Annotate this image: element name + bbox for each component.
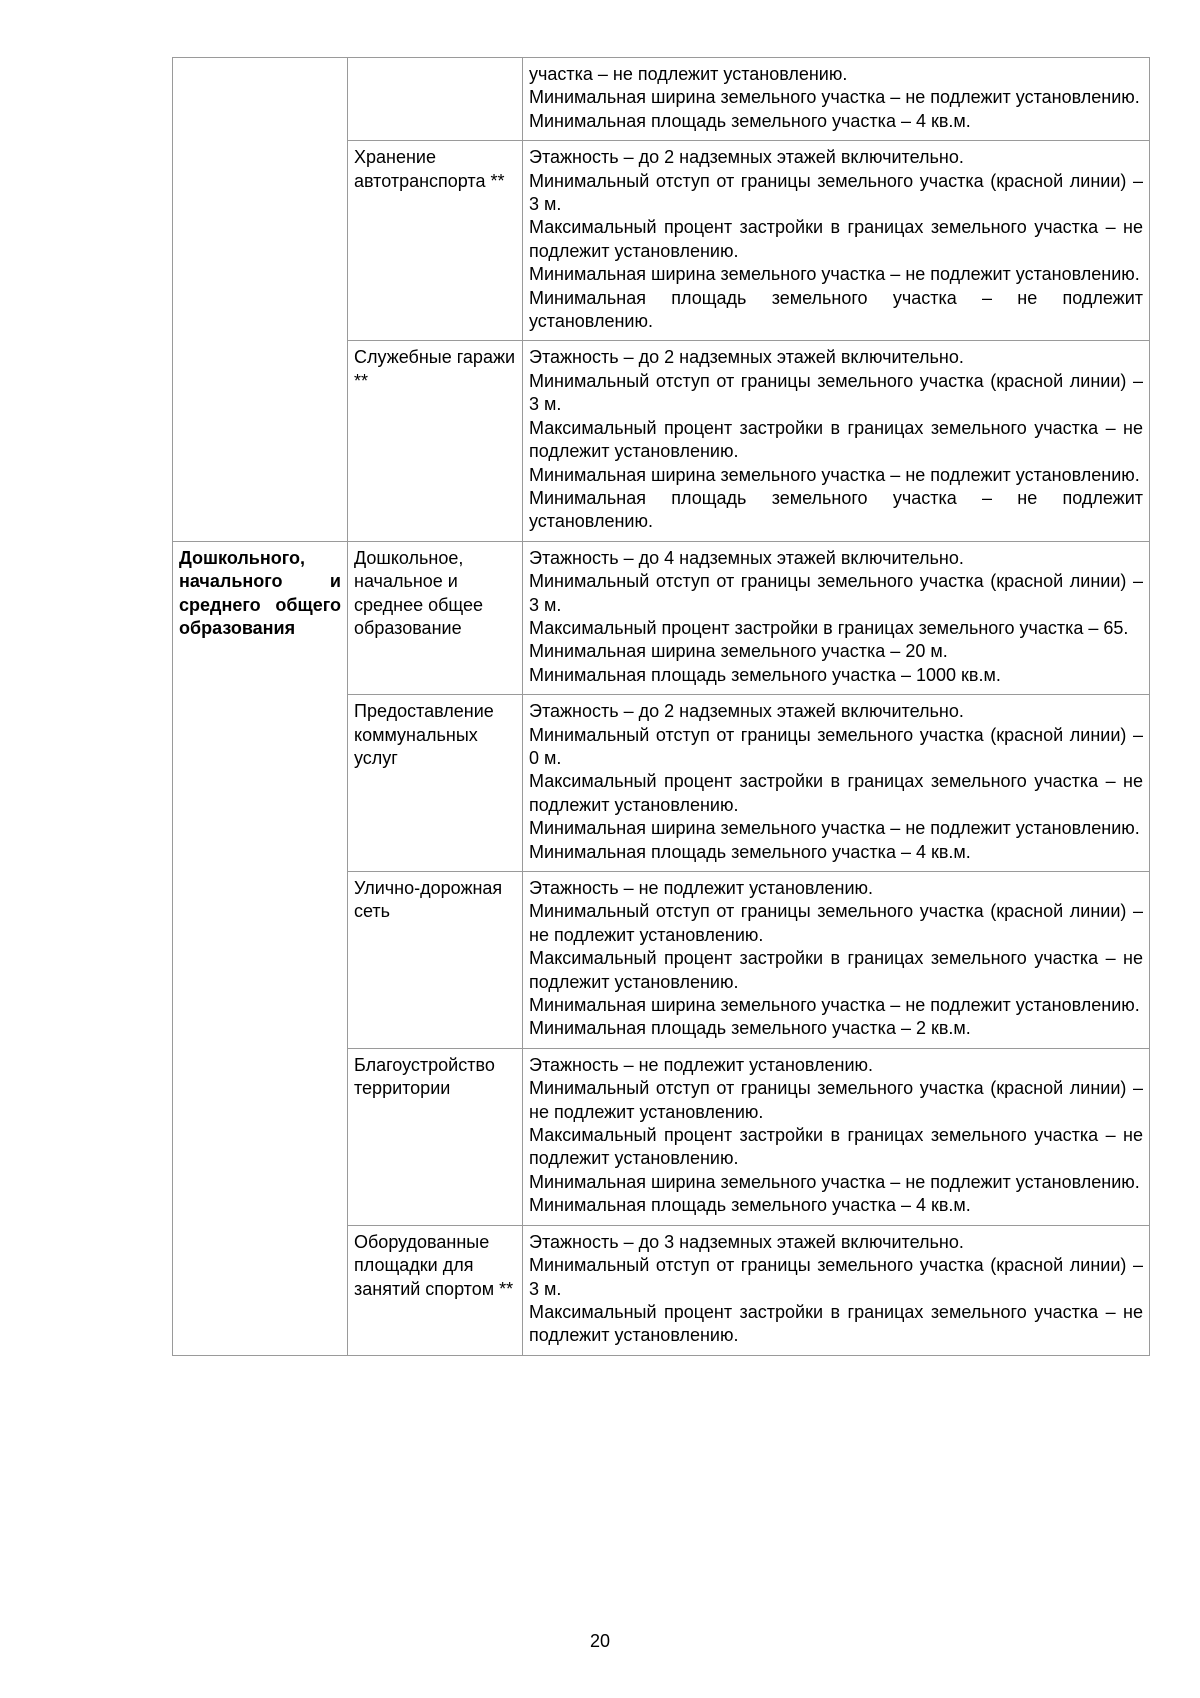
use-type-cell: Предоставление коммунальных услуг bbox=[348, 695, 523, 872]
rules-cell bbox=[523, 1225, 1150, 1355]
zoning-table bbox=[172, 57, 1150, 1356]
rule-line: Минимальная ширина земельного участка – не подлежит установлению. bbox=[529, 464, 1140, 485]
rule-line: Минимальный отступ от границы земельного участка (красной линии) – 3 м. bbox=[529, 1255, 1143, 1299]
rule-line: Минимальная ширина земельного участка – не подлежит установлению. bbox=[529, 995, 1140, 1016]
rule-line: Максимальный процент застройки в границах земельного участка – 65. bbox=[529, 617, 1129, 638]
rules-cell bbox=[523, 58, 1150, 141]
rules-cell bbox=[523, 541, 1150, 694]
rules-cell bbox=[523, 141, 1150, 341]
rule-line: Этажность – не подлежит установлению. bbox=[529, 1054, 874, 1075]
use-type-cell: Хранение автотранспорта ** bbox=[348, 141, 523, 341]
rule-line: участка – не подлежит установлению. bbox=[529, 64, 848, 84]
rule-line: Минимальная площадь земельного участка – не подлежит установлению. bbox=[529, 287, 1143, 332]
rule-line: Минимальная площадь земельного участка – не подлежит установлению. bbox=[529, 487, 1143, 532]
use-type-cell: Дошкольное, начальное и среднее общее образование bbox=[348, 541, 523, 694]
rule-line: Минимальная площадь земельного участка – 4 кв.м. bbox=[529, 1195, 971, 1216]
rule-line: Максимальный процент застройки в границах земельного участка – не подлежит установлению. bbox=[529, 948, 1143, 992]
rule-line: Минимальная площадь земельного участка – 4 кв.м. bbox=[529, 841, 971, 862]
rule-line: Минимальный отступ от границы земельного участка (красной линии) – не подлежит установлению. bbox=[529, 1078, 1143, 1122]
rules-cell bbox=[523, 1048, 1150, 1225]
rule-line: Максимальный процент застройки в границах земельного участка – не подлежит установлению. bbox=[529, 771, 1143, 815]
rule-line: Этажность – до 2 надземных этажей включительно. bbox=[529, 147, 964, 168]
use-type-cell: Благоустройство территории bbox=[348, 1048, 523, 1225]
rule-line: Минимальная площадь земельного участка – 1000 кв.м. bbox=[529, 664, 1001, 685]
use-type-cell bbox=[348, 58, 523, 141]
use-type-cell: Улично-дорожная сеть bbox=[348, 872, 523, 1049]
table-row bbox=[173, 541, 1150, 694]
rules-cell bbox=[523, 695, 1150, 872]
use-type-cell: Оборудованные площадки для занятий спортом ** bbox=[348, 1225, 523, 1355]
rule-line: Минимальный отступ от границы земельного участка (красной линии) – 3 м. bbox=[529, 571, 1143, 615]
rule-line: Максимальный процент застройки в границах земельного участка – не подлежит установлению. bbox=[529, 1301, 1143, 1346]
rule-line: Этажность – до 3 надземных этажей включительно. bbox=[529, 1231, 964, 1252]
rule-line: Максимальный процент застройки в границах земельного участка – не подлежит установлению. bbox=[529, 217, 1143, 261]
rule-line: Этажность – до 2 надземных этажей включительно. bbox=[529, 701, 964, 722]
rule-line: Максимальный процент застройки в границах земельного участка – не подлежит установлению. bbox=[529, 417, 1143, 462]
rule-line: Минимальный отступ от границы земельного участка (красной линии) – 3 м. bbox=[529, 370, 1143, 415]
rule-line: Минимальная площадь земельного участка – 2 кв.м. bbox=[529, 1018, 971, 1039]
rule-line: Минимальная ширина земельного участка – не подлежит установлению. bbox=[529, 1171, 1140, 1192]
rule-line: Этажность – до 2 надземных этажей включительно. bbox=[529, 347, 964, 368]
page-number: 20 bbox=[589, 1631, 611, 1651]
rules-cell bbox=[523, 872, 1150, 1049]
rule-line: Этажность – не подлежит установлению. bbox=[529, 878, 874, 898]
rule-line: Минимальная ширина земельного участка – не подлежит установлению. bbox=[529, 264, 1140, 285]
group-cell-empty bbox=[173, 58, 348, 542]
use-type-cell: Служебные гаражи ** bbox=[348, 341, 523, 541]
rule-line: Этажность – до 4 надземных этажей включительно. bbox=[529, 547, 964, 568]
rule-line: Максимальный процент застройки в границах земельного участка – не подлежит установлению. bbox=[529, 1125, 1143, 1169]
rule-line: Минимальная ширина земельного участка – не подлежит установлению. bbox=[529, 818, 1140, 839]
rule-line: Минимальная ширина земельного участка – не подлежит установлению. bbox=[529, 87, 1140, 108]
table-row bbox=[173, 58, 1150, 141]
group-cell: Дошкольного, начального и среднего общего образования bbox=[173, 541, 348, 1355]
rule-line: Минимальный отступ от границы земельного участка (красной линии) – не подлежит установлению. bbox=[529, 901, 1143, 945]
rules-cell bbox=[523, 341, 1150, 541]
rule-line: Минимальная ширина земельного участка – 20 м. bbox=[529, 641, 948, 662]
rule-line: Минимальный отступ от границы земельного участка (красной линии) – 0 м. bbox=[529, 724, 1143, 768]
rule-line: Минимальный отступ от границы земельного участка (красной линии) – 3 м. bbox=[529, 170, 1143, 215]
rule-line: Минимальная площадь земельного участка – 4 кв.м. bbox=[529, 110, 971, 131]
